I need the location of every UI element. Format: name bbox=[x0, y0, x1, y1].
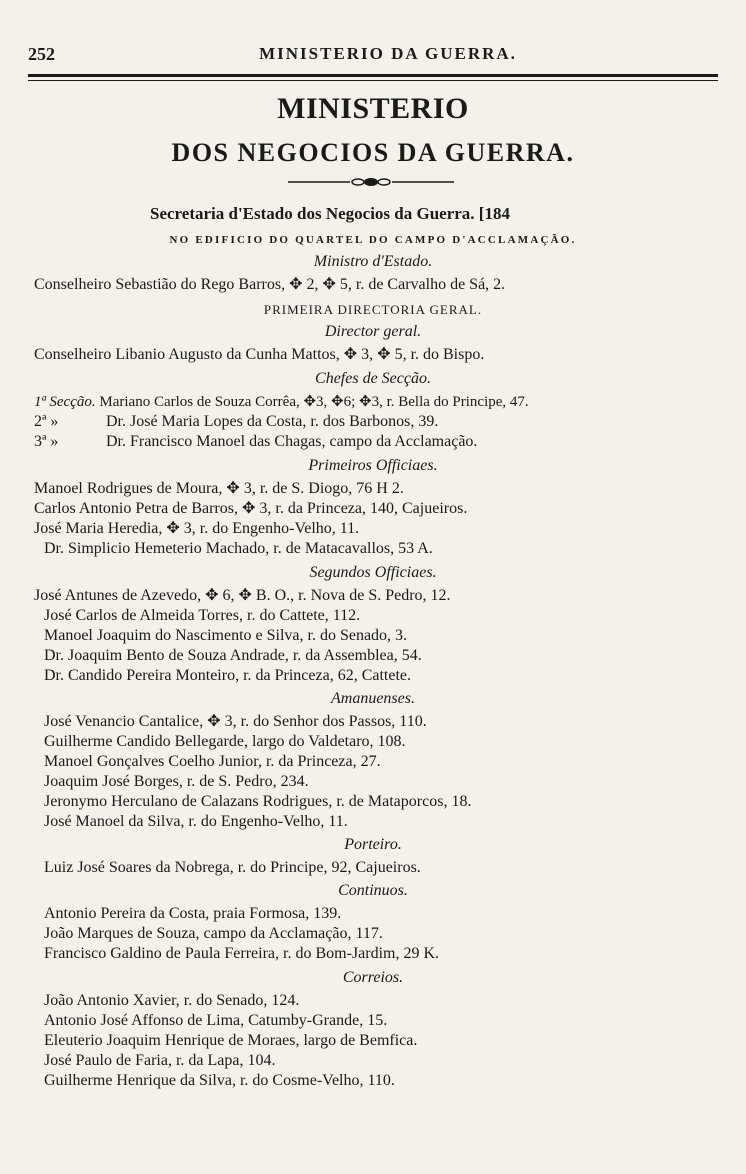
list-item: Luiz José Soares da Nobrega, r. do Principe, 92, Cajueiros. bbox=[44, 859, 421, 876]
seccao-text: Dr. José Maria Lopes da Costa, r. dos Barbonos, 39. bbox=[106, 413, 439, 430]
list-item: Dr. Simplicio Hemeterio Machado, r. de Matacavallos, 53 A. bbox=[44, 540, 433, 557]
header-rule-thick bbox=[28, 74, 718, 77]
list-item: José Manoel da Silva, r. do Engenho-Velho, 11. bbox=[44, 813, 348, 830]
ministry-subtitle: DOS NEGOCIOS DA GUERRA. bbox=[171, 138, 575, 167]
list-item: Carlos Antonio Petra de Barros, ✥ 3, r. da Princeza, 140, Cajueiros. bbox=[34, 500, 468, 517]
heading-primeiros-officiaes: Primeiros Officiaes. bbox=[308, 457, 438, 474]
list-item bbox=[34, 432, 477, 452]
ornament-divider-icon bbox=[288, 176, 454, 188]
page-header bbox=[28, 44, 718, 66]
heading-continuos: Continuos. bbox=[338, 882, 408, 899]
header-rule-thin bbox=[28, 80, 718, 81]
secretaria-line: Secretaria d'Estado dos Negocios da Guerra. [184 bbox=[150, 204, 510, 223]
seccao-text: Dr. Francisco Manoel das Chagas, campo da Acclamação. bbox=[106, 433, 478, 450]
heading-correios: Correios. bbox=[342, 969, 404, 986]
director-entry: Conselheiro Libanio Augusto da Cunha Mattos, ✥ 3, ✥ 5, r. do Bispo. bbox=[34, 346, 485, 363]
running-head: MINISTERIO DA GUERRA. bbox=[259, 44, 517, 63]
heading-segundos-officiaes: Segundos Officiaes. bbox=[309, 564, 437, 581]
list-item: Dr. Candido Pereira Monteiro, r. da Princeza, 62, Cattete. bbox=[44, 667, 412, 684]
list-item: José Antunes de Azevedo, ✥ 6, ✥ B. O., r. Nova de S. Pedro, 12. bbox=[34, 587, 451, 604]
heading-director-geral: Director geral. bbox=[324, 323, 422, 340]
heading-ministro: Ministro d'Estado. bbox=[313, 253, 433, 270]
ministry-title: MINISTERIO bbox=[277, 92, 469, 125]
list-item: Manoel Gonçalves Coelho Junior, r. da Princeza, 27. bbox=[44, 753, 381, 770]
list-item: Jeronymo Herculano de Calazans Rodrigues, r. de Mataporcos, 18. bbox=[44, 793, 472, 810]
secretaria-location: NO EDIFICIO DO QUARTEL DO CAMPO D'ACCLAMAÇÃO. bbox=[169, 234, 577, 246]
page-number: 252 bbox=[28, 44, 55, 64]
list-item: Dr. Joaquim Bento de Souza Andrade, r. da Assemblea, 54. bbox=[44, 647, 422, 664]
seccao-text: Mariano Carlos de Souza Corrêa, ✥3, ✥6; ✥3, r. Bella do Principe, 47. bbox=[99, 394, 529, 410]
primeira-directoria-title: PRIMEIRA DIRECTORIA GERAL. bbox=[263, 302, 483, 317]
list-item: João Antonio Xavier, r. do Senado, 124. bbox=[44, 992, 300, 1009]
list-item: Francisco Galdino de Paula Ferreira, r. do Bom-Jardim, 29 K. bbox=[44, 945, 440, 962]
list-item bbox=[34, 392, 529, 412]
list-item: Eleuterio Joaquim Henrique de Moraes, largo de Bemfica. bbox=[44, 1032, 418, 1049]
list-item: Guilherme Candido Bellegarde, largo do Valdetaro, 108. bbox=[44, 733, 406, 750]
list-item: José Venancio Cantalice, ✥ 3, r. do Senhor dos Passos, 110. bbox=[44, 713, 427, 730]
ministro-entry: Conselheiro Sebastião do Rego Barros, ✥ 2, ✥ 5, r. de Carvalho de Sá, 2. bbox=[34, 276, 506, 293]
list-item: Antonio José Affonso de Lima, Catumby-Grande, 15. bbox=[44, 1012, 388, 1029]
list-item: José Paulo de Faria, r. da Lapa, 104. bbox=[44, 1052, 276, 1069]
seccao-mark: 1ª Secção. bbox=[34, 394, 96, 410]
list-item: Guilherme Henrique da Silva, r. do Cosme-Velho, 110. bbox=[44, 1072, 395, 1089]
list-item: João Marques de Souza, campo da Acclamação, 117. bbox=[44, 925, 383, 942]
heading-chefes: Chefes de Secção. bbox=[315, 370, 431, 387]
seccao-mark: 2ª » bbox=[34, 413, 59, 430]
heading-amanuenses: Amanuenses. bbox=[331, 690, 415, 707]
list-item: Manoel Joaquim do Nascimento e Silva, r. do Senado, 3. bbox=[44, 627, 408, 644]
heading-porteiro: Porteiro. bbox=[344, 836, 402, 853]
list-item bbox=[34, 412, 438, 432]
list-item: Antonio Pereira da Costa, praia Formosa, 139. bbox=[44, 905, 342, 922]
list-item: José Maria Heredia, ✥ 3, r. do Engenho-Velho, 11. bbox=[34, 520, 360, 537]
list-item: Manoel Rodrigues de Moura, ✥ 3, r. de S. Diogo, 76 H 2. bbox=[34, 480, 404, 497]
list-item: José Carlos de Almeida Torres, r. do Cattete, 112. bbox=[44, 607, 361, 624]
list-item: Joaquim José Borges, r. de S. Pedro, 234. bbox=[44, 773, 309, 790]
seccao-mark: 3ª » bbox=[34, 433, 59, 450]
